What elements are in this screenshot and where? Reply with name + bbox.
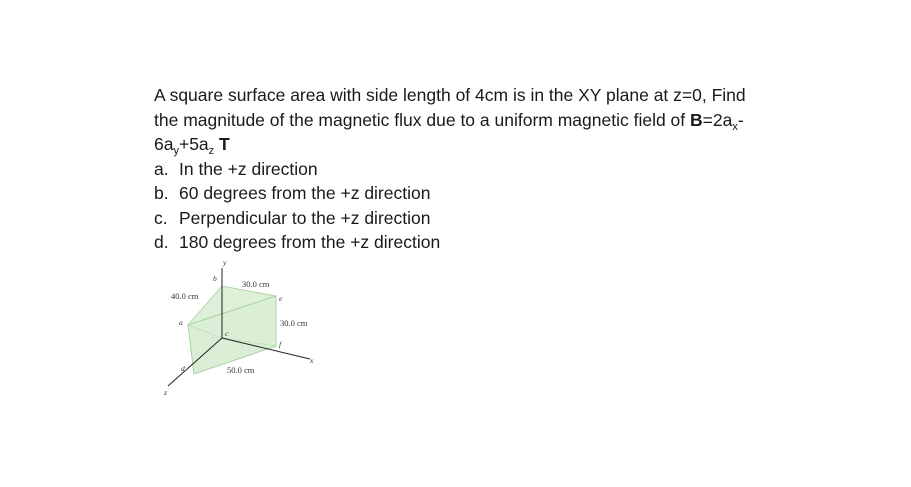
- field-eq-minus: -: [737, 109, 744, 130]
- point-a-label: a: [179, 318, 183, 327]
- option-d-letter: d.: [154, 232, 169, 252]
- field-eq-z: +5a: [178, 134, 209, 154]
- point-f-label: f: [279, 340, 282, 349]
- point-e-label: e: [279, 294, 283, 303]
- axis-x-label: x: [310, 356, 314, 365]
- field-eq-y: 6a: [154, 134, 174, 154]
- option-a-letter: a.: [154, 158, 169, 179]
- subscript-z: z: [208, 145, 215, 157]
- option-b-letter: b.: [154, 183, 169, 203]
- option-d-text: 180 degrees from the +z direction: [179, 232, 441, 252]
- dim-right-label: 30.0 cm: [280, 318, 308, 328]
- axis-z-label: z: [164, 388, 167, 396]
- axis-y-label: y: [223, 258, 227, 267]
- option-d: [154, 230, 814, 255]
- field-symbol: B: [690, 109, 703, 130]
- point-d-label: d: [181, 364, 185, 373]
- subscript-x: x: [732, 120, 738, 133]
- problem-line-3: [154, 132, 814, 157]
- option-c-text: Perpendicular to the +z direction: [179, 207, 431, 228]
- option-b-text: 60 degrees from the +z direction: [179, 183, 431, 203]
- point-b-label: b: [213, 274, 217, 283]
- subscript-y: y: [173, 145, 179, 157]
- problem-line-2-text: the magnitude of the magnetic flux due to a uniform magnetic field of: [154, 109, 691, 130]
- problem-line-2: [154, 108, 814, 133]
- option-c-letter: c.: [154, 207, 168, 228]
- option-c: [154, 206, 814, 231]
- option-a: [154, 157, 814, 182]
- unit-tesla: T: [219, 134, 230, 154]
- wedge-figure: [160, 256, 330, 396]
- problem-line-1: A square surface area with side length of 4cm is in the XY plane at z=0, Find: [154, 85, 746, 105]
- problem-statement: [154, 83, 814, 255]
- dim-left-label: 40.0 cm: [171, 291, 199, 301]
- field-eq-x: =2a: [702, 109, 733, 130]
- dim-bottom-label: 50.0 cm: [227, 365, 255, 375]
- option-b: [154, 181, 814, 206]
- dim-top-label: 30.0 cm: [242, 279, 270, 289]
- option-a-text: In the +z direction: [179, 158, 318, 179]
- point-c-label: c: [225, 329, 229, 338]
